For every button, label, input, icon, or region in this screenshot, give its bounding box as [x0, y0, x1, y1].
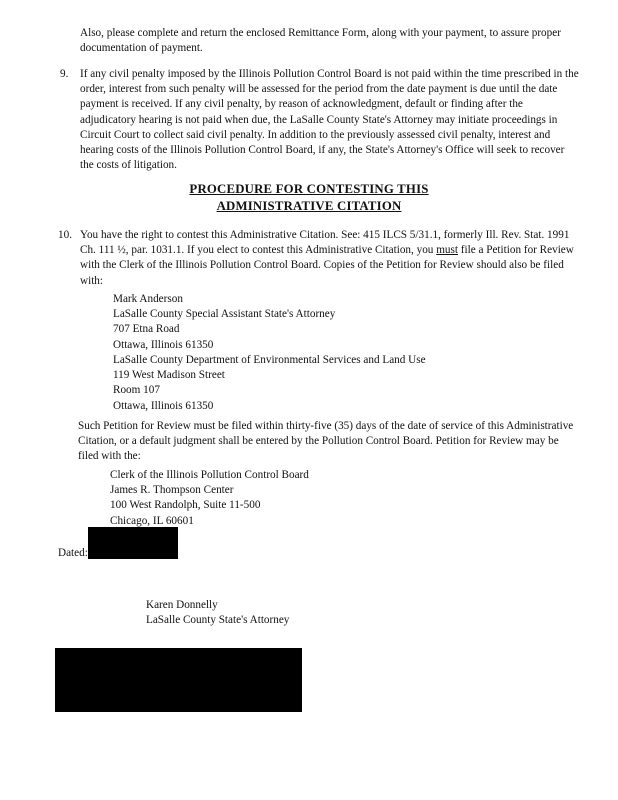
item-9-line: adjudicatory hearing is not paid when due, the LaSalle County State's Attorney may initiate proceedings in	[80, 113, 558, 126]
address-line: Mark Anderson	[113, 293, 183, 305]
address-pollution-control-board	[110, 468, 309, 529]
petition-line: Citation, or a default judgment shall be entered by the Pollution Control Board. Petition for Review may be	[78, 435, 559, 448]
remittance-paragraph	[80, 26, 600, 56]
address-line: Chicago, IL 60601	[110, 514, 194, 527]
redacted-date-box	[88, 527, 178, 559]
item-9-number: 9.	[60, 68, 69, 80]
item-9-line: payment is received. If any civil penalty, by reason of acknowledgment, default or finding after the	[80, 98, 523, 111]
item-9-line: hearing costs of the Illinois Pollution Control Board, if any, the State's Attorney's Office will seek to recover	[80, 144, 565, 157]
remittance-line-1: Also, please complete and return the enclosed Remittance Form, along with your payment, to assure proper	[80, 27, 561, 39]
address-environmental-services	[113, 353, 426, 414]
address-line: 100 West Randolph, Suite 11-500	[110, 499, 261, 512]
redacted-block	[55, 648, 302, 712]
item-9-line: Circuit Court to collect said civil penalty. In addition to the previously assessed civil penalty, interest and	[80, 128, 551, 141]
signatory-name: Karen Donnelly	[146, 599, 218, 611]
item-10-line-2-end: file a Petition for Review	[457, 244, 574, 257]
petition-line: filed with the:	[78, 450, 141, 463]
remittance-line-2: documentation of payment.	[80, 42, 203, 55]
address-line: LaSalle County Special Assistant State's Attorney	[113, 308, 336, 321]
item-10-line-2-start: Ch. 111 ½, par. 1031.1. If you elect to contest this Administrative Citation, you	[80, 244, 437, 257]
section-heading-line-1: PROCEDURE FOR CONTESTING THIS	[189, 182, 429, 196]
signatory-title: LaSalle County State's Attorney	[146, 614, 290, 627]
signature-block	[146, 598, 289, 628]
item-9-line: order, interest from such penalty will be assessed for the period from the date payment is due until the date	[80, 83, 558, 96]
item-10-line-1: You have the right to contest this Administrative Citation. See: 415 ILCS 5/31.1, formerly Ill. Rev. Stat. 1991	[80, 229, 570, 241]
item-10-line-3: with the Clerk of the Illinois Pollution Control Board. Copies of the Petition for Review should also be filed	[80, 259, 564, 272]
address-line: 119 West Madison Street	[113, 369, 225, 382]
item-10-paragraph	[80, 228, 610, 289]
item-9-line: the costs of litigation.	[80, 159, 177, 172]
item-9-line: If any civil penalty imposed by the Illinois Pollution Control Board is not paid within the time prescribed in the	[80, 68, 579, 80]
item-10-line-4: with:	[80, 274, 103, 287]
item-9-paragraph	[80, 67, 610, 174]
must-emphasis: must	[436, 244, 458, 257]
petition-paragraph	[78, 419, 608, 465]
dated-label: Dated:	[58, 547, 88, 559]
petition-line: Such Petition for Review must be filed within thirty-five (35) days of the date of service of this Administrative	[78, 420, 574, 432]
item-10-number: 10.	[58, 229, 72, 241]
address-line: Room 107	[113, 384, 160, 397]
section-heading-line-2: ADMINISTRATIVE CITATION	[216, 199, 402, 213]
item-10-line-2	[80, 243, 610, 258]
address-line: LaSalle County Department of Environmental Services and Land Use	[113, 354, 426, 366]
address-line: Ottawa, Illinois 61350	[113, 338, 214, 351]
address-line: James R. Thompson Center	[110, 484, 234, 497]
address-line: Ottawa, Illinois 61350	[113, 399, 214, 412]
address-line: Clerk of the Illinois Pollution Control Board	[110, 469, 309, 481]
address-line: 707 Etna Road	[113, 323, 180, 336]
address-special-assistant	[113, 292, 335, 353]
